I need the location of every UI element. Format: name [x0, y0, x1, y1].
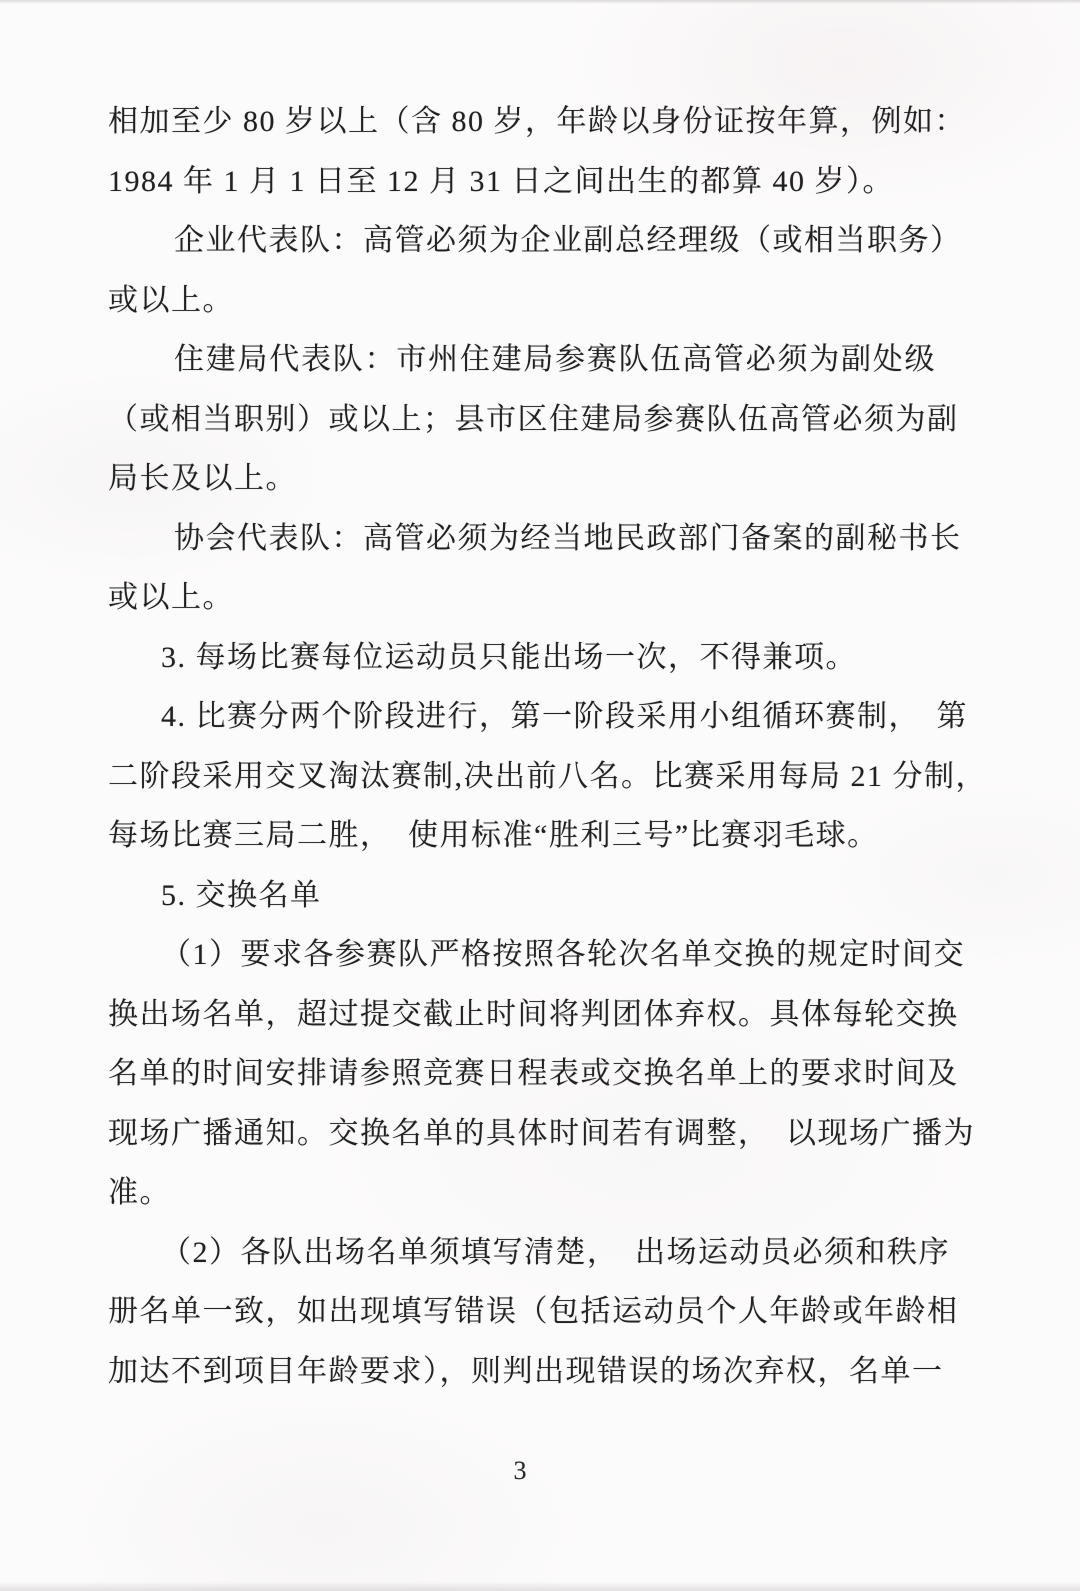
- document-body: [108, 92, 987, 1401]
- text-line: 局长及以上。: [108, 462, 297, 495]
- page-number: 3: [513, 1456, 527, 1485]
- text-line: 协会代表队：高管必须为经当地民政部门备案的副秘书长: [174, 521, 962, 555]
- text-line: 换出场名单，超过提交截止时间将判团体弃权。具体每轮交换: [108, 997, 959, 1031]
- text-line: 5. 交换名单: [161, 878, 322, 912]
- text-line: 册名单一致，如出现填写错误（包括运动员个人年龄或年龄相: [108, 1295, 959, 1328]
- text-line: （1）要求各参赛队严格按照各轮次名单交换的规定时间交: [161, 938, 965, 971]
- text-line: 每场比赛三局二胜， 使用标准“胜利三号”比赛羽毛球。: [108, 819, 879, 852]
- text-line: 二阶段采用交叉淘汰赛制,决出前八名。比赛采用每局 21 分制，: [108, 759, 987, 793]
- text-line: 现场广播通知。交换名单的具体时间若有调整， 以现场广播为: [108, 1116, 975, 1150]
- text-line: （或相当职别）或以上；县市区住建局参赛队伍高管必须为副: [108, 402, 959, 436]
- text-line: 准。: [108, 1176, 171, 1209]
- text-line: 企业代表队：高管必须为企业副总经理级（或相当职务）: [174, 224, 962, 257]
- text-line: 或以上。: [108, 283, 234, 317]
- text-line: 相加至少 80 岁以上（含 80 岁，年龄以身份证按年算，例如：: [108, 105, 966, 138]
- scan-edge-bottom: [0, 1581, 1080, 1591]
- text-line: 1984 年 1 月 1 日至 12 月 31 日之间出生的都算 40 岁）。: [108, 164, 894, 198]
- text-line: 加达不到项目年龄要求），则判出现错误的场次弃权，名单一: [108, 1354, 944, 1388]
- scan-edge-top: [0, 0, 1080, 4]
- text-line: 名单的时间安排请参照竞赛日程表或交换名单上的要求时间及: [108, 1057, 959, 1090]
- text-line: （2）各队出场名单须填写清楚， 出场运动员必须和秩序: [161, 1235, 950, 1269]
- text-line: 4. 比赛分两个阶段进行，第一阶段采用小组循环赛制， 第: [161, 700, 968, 733]
- text-line: 3. 每场比赛每位运动员只能出场一次，不得兼项。: [161, 640, 857, 674]
- text-line: 住建局代表队：市州住建局参赛队伍高管必须为副处级: [174, 343, 936, 376]
- text-line: 或以上。: [108, 581, 234, 614]
